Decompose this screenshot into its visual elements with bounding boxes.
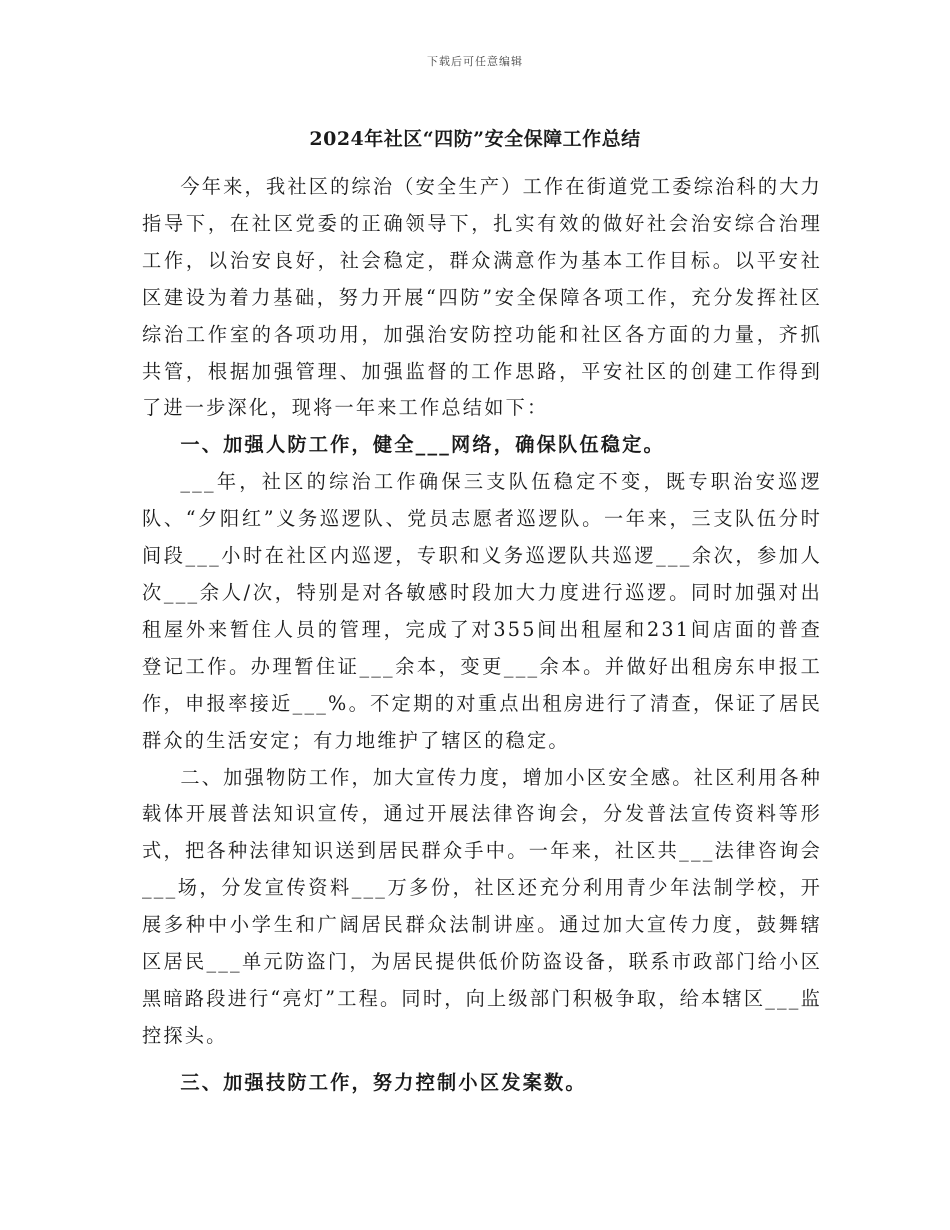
intro-paragraph: 今年来，我社区的综治（安全生产）工作在街道党工委综治科的大力指导下，在社区党委的正确领导下，扎实有效的做好社会治安综合治理工作，以治安良好，社会稳定，群众满意作为基本工作目标。以平安社区建设为着力基础，努力开展“四防”安全保障各项工作，充分发挥社区综治工作室的各项功用，加强治安防控功能和社区各方面的力量，齐抓共管，根据加强管理、加强监督的工作思路，平安社区的创建工作得到了进一步深化，现将一年来工作总结如下：: [142, 175, 823, 420]
section-heading-3: 三、加强技防工作，努力控制小区发案数。: [180, 1070, 587, 1094]
page-header-note: 下载后可任意编辑: [427, 55, 523, 68]
section-heading-1: 一、加强人防工作，健全___网络，确保队伍稳定。: [180, 433, 665, 457]
document-body: [142, 169, 822, 1102]
section-2-paragraph: 二、加强物防工作，加大宣传力度，增加小区安全感。社区利用各种载体开展普法知识宣传，通过开展法律咨询会，分发普法宣传资料等形式，把各种法律知识送到居民群众手中。一年来，社区共___法律咨询会___场，分发宣传资料___万多份，社区还充分利用青少年法制学校，开展多种中小学生和广阔居民群众法制讲座。通过加大宣传力度，鼓舞辖区居民___单元防盗门，为居民提供低价防盗设备，联系市政部门给小区黑暗路段进行“亮灯”工程。同时，向上级部门积极争取，给本辖区___监控探头。: [142, 765, 823, 1047]
section-1-paragraph: ___年，社区的综治工作确保三支队伍稳定不变，既专职治安巡逻队、“夕阳红”义务巡逻队、党员志愿者巡逻队。一年来，三支队伍分时间段___小时在社区内巡逻，专职和义务巡逻队共巡逻___余次，参加人次___余人/次，特别是对各敏感时段加大力度进行巡逻。同时加强对出租屋外来暂住人员的管理，完成了对355间出租屋和231间店面的普查登记工作。办理暂住证___余本，变更___余本。并做好出租房东申报工作，申报率接近___%。不定期的对重点出租房进行了清查，保证了居民群众的生活安定；有力地维护了辖区的稳定。: [142, 470, 822, 752]
document-title: 2024年社区“四防”安全保障工作总结: [309, 128, 641, 150]
